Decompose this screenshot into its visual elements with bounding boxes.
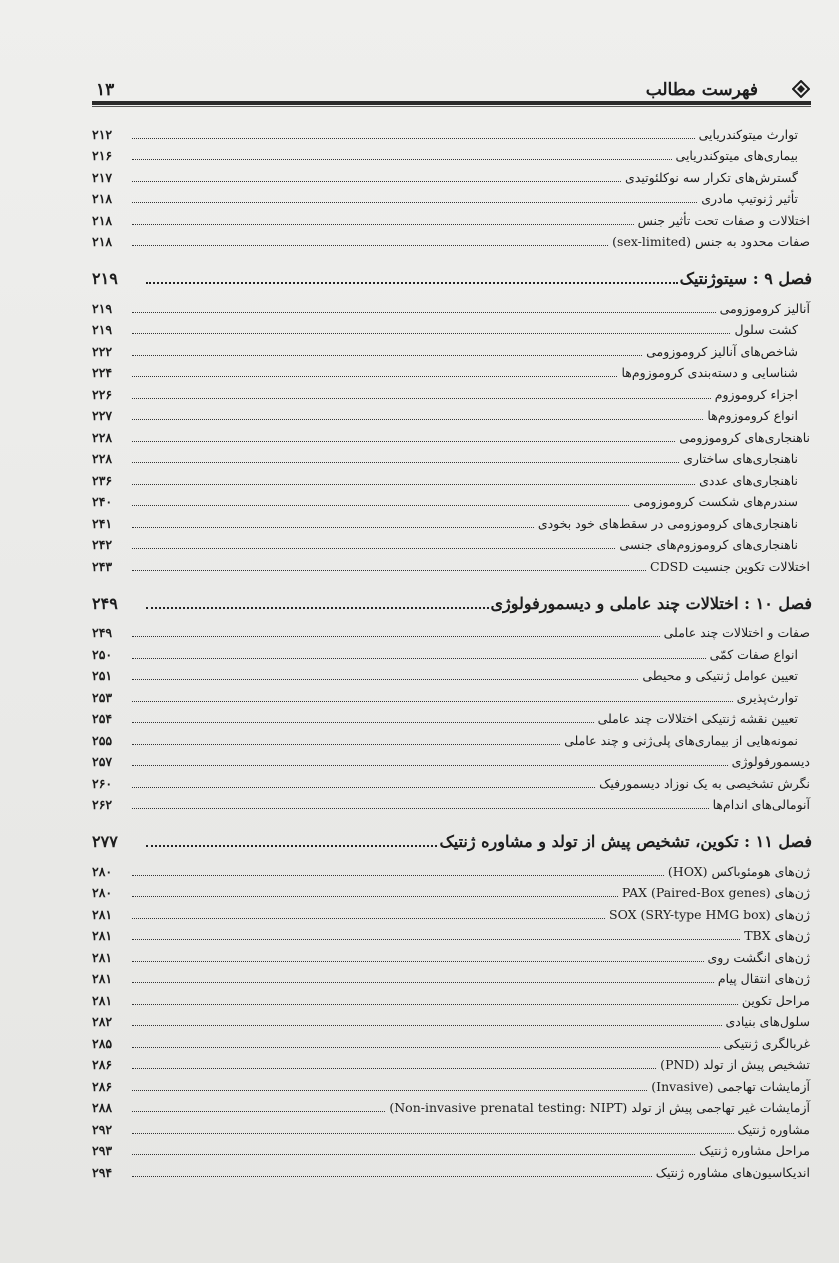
- dot-leader: [132, 138, 695, 139]
- toc-entry-page: ۲۸۱: [92, 971, 113, 986]
- toc-entry-title: اختلالات تکوین جنسیت CDSD: [650, 558, 810, 574]
- dot-leader: [132, 961, 704, 962]
- toc-entry-title: سندرم‌های شکست کروموزومی: [633, 494, 798, 509]
- dot-leader: [132, 376, 617, 377]
- toc-entry[interactable]: [92, 552, 812, 574]
- dot-leader: [132, 658, 706, 659]
- toc-entry-page: ۲۵۳: [92, 689, 113, 705]
- dot-leader: [132, 1090, 647, 1091]
- toc-entry-title: ژن‌های TBX: [744, 928, 810, 943]
- toc-entry-title: غربالگری ژنتیکی: [723, 1035, 810, 1051]
- toc-entry-page: ۲۴۳: [92, 558, 113, 574]
- dot-leader: [132, 419, 703, 420]
- dot-leader: [132, 765, 728, 766]
- toc-entry[interactable]: [92, 466, 812, 488]
- toc-entry-title: ژن‌های انتقال پیام: [717, 971, 810, 986]
- toc-entry-title: ناهنجاری‌های کروموزوم‌های جنسی: [619, 537, 798, 552]
- toc-entry-title: انواع کروموزوم‌ها: [707, 408, 798, 423]
- dot-leader: [132, 1025, 722, 1026]
- toc-entry-page: ۲۸۱: [92, 949, 113, 965]
- dot-leader: [132, 744, 560, 745]
- diamond-icon: [792, 80, 810, 98]
- dot-leader: [132, 875, 664, 876]
- toc-entry-page: ۲۴۰: [92, 494, 113, 509]
- toc-entry[interactable]: [92, 185, 812, 207]
- toc-entry[interactable]: [92, 1029, 812, 1051]
- dot-leader: [132, 1111, 385, 1112]
- dot-leader: [132, 1047, 720, 1048]
- toc-entry-title: اختلالات و صفات تحت تأثیر جنس: [637, 212, 810, 228]
- toc-entry-page: ۲۶۰: [92, 775, 113, 791]
- toc-entry[interactable]: [92, 1115, 812, 1137]
- toc-entry-page: ۲۲۸: [92, 429, 113, 445]
- toc-entry-title: انواع صفات کمّی: [709, 646, 798, 662]
- chapter-page: ۲۱۹: [92, 269, 118, 288]
- toc-entry-title: تشخیص پیش از تولد (PND): [660, 1057, 810, 1072]
- toc-entry[interactable]: [92, 294, 812, 316]
- toc-entry[interactable]: [92, 445, 812, 467]
- header-rule-thin: [92, 106, 811, 107]
- chapter-title: فصل ۱۰ : اختلالات چند عاملی و دیسمورفولوژی: [490, 593, 812, 613]
- toc-entry-page: ۲۱۸: [92, 234, 113, 249]
- toc-entry[interactable]: [92, 857, 812, 879]
- toc-entry-title: اجزاء کروموزوم: [714, 386, 798, 402]
- chapter-title: فصل ۱۱ : تکوین، تشخیص پیش از تولد و مشاوره ژنتیک: [439, 832, 812, 851]
- dot-leader: [132, 1068, 656, 1069]
- chapter-title: فصل ۹ : سیتوژنتیک: [679, 269, 812, 288]
- toc-entry-title: مشاوره ژنتیک: [737, 1121, 810, 1137]
- dot-leader: [146, 282, 678, 284]
- toc-entry-title: آزمایشات تهاجمی (Invasive): [651, 1078, 810, 1094]
- toc-entry[interactable]: [92, 705, 812, 727]
- dot-leader: [132, 245, 608, 246]
- toc-continued-entries: [92, 120, 812, 249]
- toc-entry-page: ۲۵۷: [92, 754, 113, 769]
- toc-entry-page: ۲۹۳: [92, 1143, 113, 1158]
- toc-entry[interactable]: [92, 531, 812, 553]
- toc-entry[interactable]: [92, 316, 812, 338]
- toc-entry-title: شناسایی و دسته‌بندی کروموزوم‌ها: [621, 365, 798, 380]
- toc-entry[interactable]: [92, 1158, 812, 1180]
- toc-entry-page: ۲۲۲: [92, 343, 113, 359]
- page-number: ۱۳: [96, 80, 115, 100]
- toc-entry-title: ژن‌های هومئوباکس (HOX): [667, 863, 810, 879]
- toc-entry[interactable]: [92, 986, 812, 1008]
- toc-entry-title: نمونه‌هایی از بیماری‌های پلی‌ژنی و چند عاملی: [564, 732, 798, 748]
- toc-entry-title: نگرش تشخیصی به یک نوزاد دیسمورفیک: [599, 775, 810, 791]
- toc-entry-page: ۲۸۶: [92, 1057, 113, 1072]
- toc-entry[interactable]: [92, 791, 812, 813]
- chapter-heading[interactable]: [92, 825, 812, 851]
- page-header: [92, 74, 810, 104]
- toc-entry[interactable]: [92, 142, 812, 164]
- toc-entry-page: ۲۸۲: [92, 1014, 113, 1029]
- toc-entry-page: ۲۲۸: [92, 451, 113, 466]
- toc-entry-page: ۲۵۰: [92, 646, 113, 662]
- toc-entry-page: ۲۸۵: [92, 1035, 113, 1051]
- toc-entry-title: ناهنجاری‌های ساختاری: [683, 451, 798, 466]
- toc-entry-title: تعیین عوامل ژنتیکی و محیطی: [642, 668, 798, 683]
- toc-entry-page: ۲۸۰: [92, 863, 113, 879]
- toc-entry[interactable]: [92, 879, 812, 901]
- header-title: فهرست مطالب: [645, 80, 758, 100]
- toc-entry[interactable]: [92, 922, 812, 944]
- dot-leader: [132, 484, 695, 485]
- toc-entry[interactable]: [92, 943, 812, 965]
- toc-entry-title: صفات و اختلالات چند عاملی: [663, 625, 810, 640]
- toc-entry[interactable]: [92, 488, 812, 510]
- dot-leader: [146, 607, 489, 609]
- toc-entry-page: ۲۲۷: [92, 408, 113, 423]
- toc-entry-title: مراحل تکوین: [741, 992, 810, 1008]
- dot-leader: [132, 159, 672, 160]
- toc-entry-title: ژن‌های SOX (SRY-type HMG box): [609, 906, 810, 922]
- dot-leader: [132, 1133, 734, 1134]
- dot-leader: [132, 224, 634, 225]
- dot-leader: [132, 462, 679, 463]
- toc-entry-page: ۲۸۱: [92, 928, 113, 943]
- toc-entry-title: ناهنجاری‌های عددی: [699, 472, 798, 488]
- toc-entry-page: ۲۱۸: [92, 212, 113, 228]
- toc-entry[interactable]: [92, 359, 812, 381]
- chapter-page: ۲۷۷: [92, 832, 118, 851]
- toc-entry-page: ۲۹۴: [92, 1164, 113, 1180]
- toc-entry-page: ۲۴۹: [92, 625, 113, 640]
- dot-leader: [132, 787, 595, 788]
- toc-entry-page: ۲۲۶: [92, 386, 113, 402]
- toc-entry[interactable]: [92, 683, 812, 705]
- toc-entry-page: ۲۱۹: [92, 322, 113, 337]
- dot-leader: [132, 636, 660, 637]
- toc-entry-title: تأثیر ژنوتیپ مادری: [701, 191, 798, 206]
- dot-leader: [132, 808, 709, 809]
- toc-entry-title: ناهنجاری‌های کروموزومی: [679, 429, 810, 445]
- toc-entry-page: ۲۶۲: [92, 797, 113, 812]
- toc-entry-title: شاخص‌های آنالیز کروموزومی: [646, 343, 798, 359]
- toc-entry[interactable]: [92, 726, 812, 748]
- dot-leader: [132, 398, 711, 399]
- toc-entry-title: اندیکاسیون‌های مشاوره ژنتیک: [655, 1164, 810, 1180]
- dot-leader: [132, 1004, 738, 1005]
- toc-entry[interactable]: [92, 1008, 812, 1030]
- toc-entry[interactable]: [92, 228, 812, 250]
- toc-chapters: [92, 262, 812, 1180]
- toc-entry-title: ناهنجاری‌های کروموزومی در سقط‌های خود بخودی: [537, 515, 798, 531]
- dot-leader: [132, 202, 697, 203]
- dot-leader: [146, 845, 437, 847]
- toc-entry-title: دیسمورفولوژی: [731, 754, 810, 769]
- toc-entry[interactable]: [92, 965, 812, 987]
- toc-entry[interactable]: [92, 163, 812, 185]
- toc-entry-page: ۲۴۲: [92, 537, 113, 552]
- chapter-page: ۲۴۹: [92, 593, 118, 613]
- toc-entry-title: کشت سلول: [734, 322, 798, 337]
- dot-leader: [132, 181, 621, 182]
- toc-entry-page: ۲۵۵: [92, 732, 113, 748]
- toc-entry-title: توارث‌پذیری: [736, 689, 798, 705]
- chapter-heading[interactable]: [92, 262, 812, 288]
- dot-leader: [132, 505, 629, 506]
- toc-entry[interactable]: [92, 900, 812, 922]
- toc-entry-page: ۲۲۴: [92, 365, 113, 380]
- toc-entry[interactable]: [92, 206, 812, 228]
- toc-entry-page: ۲۸۱: [92, 992, 113, 1008]
- dot-leader: [132, 896, 618, 897]
- toc-entry[interactable]: [92, 769, 812, 791]
- toc-entry-page: ۲۸۸: [92, 1100, 113, 1115]
- toc-entry[interactable]: [92, 423, 812, 445]
- toc-entry[interactable]: [92, 1094, 812, 1116]
- toc-entry-page: ۲۱۶: [92, 148, 113, 163]
- toc-entry[interactable]: [92, 619, 812, 641]
- toc-entry-title: ژن‌های PAX (Paired-Box genes): [621, 885, 810, 900]
- dot-leader: [132, 548, 615, 549]
- toc-entry-title: آزمایشات غیر تهاجمی پیش از تولد (Non-invasive prenatal testing: NIPT): [389, 1100, 810, 1115]
- toc-entry-title: ژن‌های انگشت روی: [707, 949, 810, 965]
- toc-entry-page: ۲۸۱: [92, 906, 113, 922]
- toc-entry-title: بیماری‌های میتوکندریایی: [675, 148, 798, 163]
- toc-entry-page: ۲۸۶: [92, 1078, 113, 1094]
- toc-entry-title: صفات محدود به جنس (sex-limited): [612, 234, 810, 249]
- chapter-heading[interactable]: [92, 587, 812, 613]
- toc-entry-page: ۲۴۱: [92, 515, 113, 531]
- dot-leader: [132, 982, 714, 983]
- toc-entry[interactable]: [92, 120, 812, 142]
- toc-entry-page: ۲۵۴: [92, 711, 113, 726]
- toc-entry-page: ۲۱۸: [92, 191, 113, 206]
- dot-leader: [132, 333, 730, 334]
- toc-entry[interactable]: [92, 662, 812, 684]
- toc-entry-title: تعیین نقشه ژنتیکی اختلالات چند عاملی: [597, 711, 798, 726]
- toc-entry-title: توارث میتوکندریایی: [698, 126, 798, 142]
- header-rule: [92, 101, 811, 105]
- table-of-contents: [92, 120, 812, 1180]
- toc-entry[interactable]: [92, 640, 812, 662]
- toc-entry[interactable]: [92, 1051, 812, 1073]
- toc-entry[interactable]: [92, 337, 812, 359]
- dot-leader: [132, 1154, 695, 1155]
- toc-entry[interactable]: [92, 1072, 812, 1094]
- toc-entry[interactable]: [92, 509, 812, 531]
- dot-leader: [132, 701, 733, 702]
- dot-leader: [132, 441, 675, 442]
- dot-leader: [132, 312, 716, 313]
- toc-entry-title: سلول‌های بنیادی: [725, 1014, 810, 1029]
- dot-leader: [132, 939, 740, 940]
- toc-entry-title: آنومالی‌های اندام‌ها: [712, 797, 810, 812]
- toc-entry-page: ۲۳۶: [92, 472, 113, 488]
- toc-entry-page: ۲۱۲: [92, 126, 113, 142]
- dot-leader: [132, 679, 638, 680]
- toc-entry-page: ۲۹۲: [92, 1121, 113, 1137]
- toc-entry-page: ۲۵۱: [92, 668, 113, 683]
- toc-entry-page: ۲۱۷: [92, 169, 113, 185]
- dot-leader: [132, 918, 605, 919]
- toc-entry[interactable]: [92, 748, 812, 770]
- toc-entry[interactable]: [92, 402, 812, 424]
- toc-entry[interactable]: [92, 380, 812, 402]
- toc-entry-title: آنالیز کروموزومی: [719, 300, 810, 316]
- dot-leader: [132, 527, 534, 528]
- toc-entry-title: مراحل مشاوره ژنتیک: [699, 1143, 810, 1158]
- dot-leader: [132, 722, 594, 723]
- dot-leader: [132, 570, 646, 571]
- dot-leader: [132, 1176, 652, 1177]
- toc-entry-page: ۲۸۰: [92, 885, 113, 900]
- toc-entry-page: ۲۱۹: [92, 300, 113, 316]
- dot-leader: [132, 355, 642, 356]
- toc-entry-title: گسترش‌های تکرار سه نوکلئوتیدی: [625, 169, 798, 185]
- toc-entry[interactable]: [92, 1137, 812, 1159]
